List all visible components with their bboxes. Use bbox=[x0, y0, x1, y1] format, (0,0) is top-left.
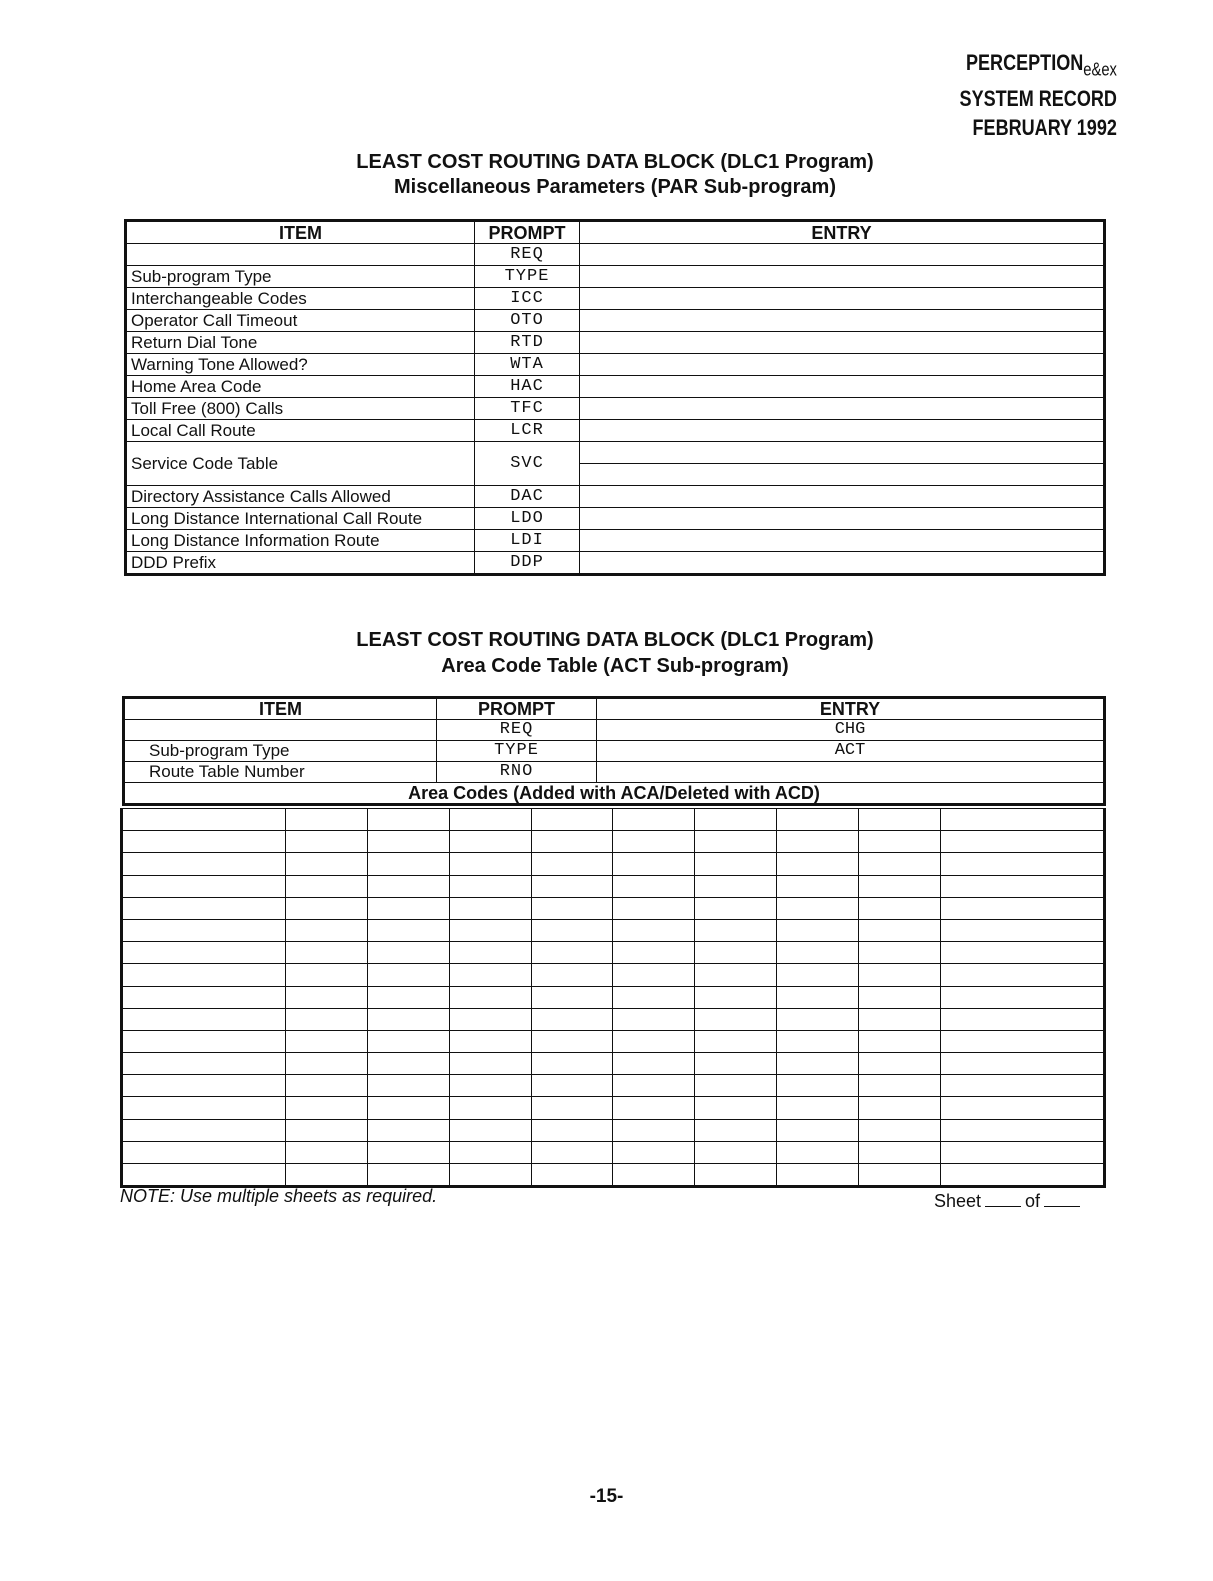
area-code-cell[interactable] bbox=[695, 1097, 777, 1119]
area-code-cell[interactable] bbox=[449, 942, 531, 964]
area-code-cell[interactable] bbox=[859, 875, 941, 897]
area-code-cell[interactable] bbox=[122, 1008, 286, 1030]
area-code-cell[interactable] bbox=[449, 875, 531, 897]
area-code-cell[interactable] bbox=[531, 875, 613, 897]
act-header-row bbox=[124, 698, 1105, 720]
area-code-grid-row bbox=[122, 831, 1105, 853]
act-item: Sub-program Type bbox=[124, 741, 437, 762]
par-item: Return Dial Tone bbox=[126, 332, 475, 354]
area-code-cell[interactable] bbox=[859, 897, 941, 919]
area-code-cell[interactable] bbox=[695, 831, 777, 853]
area-code-cell[interactable] bbox=[531, 964, 613, 986]
area-code-cell[interactable] bbox=[285, 1164, 367, 1187]
par-row-req bbox=[126, 244, 1105, 266]
par-col-entry: ENTRY bbox=[580, 221, 1105, 244]
area-code-cell[interactable] bbox=[777, 1119, 859, 1141]
par-prompt: ICC bbox=[475, 288, 580, 310]
area-code-cell[interactable] bbox=[941, 1008, 1105, 1030]
area-code-cell[interactable] bbox=[695, 1164, 777, 1187]
area-code-cell[interactable] bbox=[777, 919, 859, 941]
area-code-cell[interactable] bbox=[613, 986, 695, 1008]
par-row-type bbox=[126, 266, 1105, 288]
area-code-cell[interactable] bbox=[367, 1030, 449, 1052]
area-code-cell[interactable] bbox=[449, 1119, 531, 1141]
area-code-cell[interactable] bbox=[449, 1030, 531, 1052]
area-code-cell[interactable] bbox=[695, 986, 777, 1008]
area-code-cell[interactable] bbox=[941, 1119, 1105, 1141]
area-code-grid-row bbox=[122, 875, 1105, 897]
area-code-cell[interactable] bbox=[285, 1119, 367, 1141]
par-item: Toll Free (800) Calls bbox=[126, 398, 475, 420]
par-entry-field[interactable] bbox=[580, 508, 1105, 530]
section2-subtitle: Area Code Table (ACT Sub-program) bbox=[441, 655, 789, 677]
act-entry-field[interactable]: ACT bbox=[597, 741, 1105, 762]
area-code-cell[interactable] bbox=[613, 897, 695, 919]
area-code-cell[interactable] bbox=[449, 897, 531, 919]
area-code-cell[interactable] bbox=[859, 1119, 941, 1141]
area-code-cell[interactable] bbox=[367, 1097, 449, 1119]
area-code-cell[interactable] bbox=[695, 1141, 777, 1163]
area-code-cell[interactable] bbox=[777, 1030, 859, 1052]
area-code-cell[interactable] bbox=[449, 986, 531, 1008]
area-code-cell[interactable] bbox=[941, 1053, 1105, 1075]
act-entry-field[interactable] bbox=[597, 762, 1105, 783]
area-code-cell[interactable] bbox=[859, 1097, 941, 1119]
par-item: Long Distance International Call Route bbox=[126, 508, 475, 530]
par-item: Local Call Route bbox=[126, 420, 475, 442]
area-code-cell[interactable] bbox=[531, 1164, 613, 1187]
area-code-grid-row bbox=[122, 897, 1105, 919]
par-prompt: DAC bbox=[475, 486, 580, 508]
area-code-cell[interactable] bbox=[367, 1119, 449, 1141]
area-code-cell[interactable] bbox=[449, 1164, 531, 1187]
area-code-cell[interactable] bbox=[367, 1075, 449, 1097]
par-row-wta bbox=[126, 354, 1105, 376]
area-code-cell[interactable] bbox=[941, 964, 1105, 986]
area-code-cell[interactable] bbox=[449, 1008, 531, 1030]
area-code-cell[interactable] bbox=[695, 1075, 777, 1097]
area-code-cell[interactable] bbox=[613, 1119, 695, 1141]
area-code-cell[interactable] bbox=[531, 809, 613, 831]
area-code-cell[interactable] bbox=[367, 1164, 449, 1187]
section2-title: LEAST COST ROUTING DATA BLOCK (DLC1 Program) bbox=[356, 629, 874, 651]
par-row-lcr bbox=[126, 420, 1105, 442]
area-code-cell[interactable] bbox=[695, 1030, 777, 1052]
par-item: Directory Assistance Calls Allowed bbox=[126, 486, 475, 508]
area-code-cell[interactable] bbox=[859, 1053, 941, 1075]
area-code-cell[interactable] bbox=[695, 1119, 777, 1141]
area-code-cell[interactable] bbox=[367, 897, 449, 919]
area-code-cell[interactable] bbox=[531, 897, 613, 919]
sheet-counter bbox=[934, 1191, 1084, 1212]
area-code-cell[interactable] bbox=[613, 1053, 695, 1075]
area-code-cell[interactable] bbox=[941, 1164, 1105, 1187]
area-code-cell[interactable] bbox=[941, 942, 1105, 964]
par-prompt: WTA bbox=[475, 354, 580, 376]
area-code-cell[interactable] bbox=[531, 853, 613, 875]
par-entry-field[interactable] bbox=[580, 354, 1105, 376]
area-code-grid-row bbox=[122, 1053, 1105, 1075]
area-code-cell[interactable] bbox=[777, 831, 859, 853]
of-label: of bbox=[1025, 1191, 1041, 1211]
area-code-cell[interactable] bbox=[531, 1075, 613, 1097]
area-code-cell[interactable] bbox=[531, 1119, 613, 1141]
area-code-cell[interactable] bbox=[367, 1141, 449, 1163]
area-code-cell[interactable] bbox=[122, 942, 286, 964]
act-prompt: RNO bbox=[437, 762, 597, 783]
area-code-cell[interactable] bbox=[941, 853, 1105, 875]
area-code-cell[interactable] bbox=[859, 1008, 941, 1030]
area-code-cell[interactable] bbox=[367, 853, 449, 875]
area-code-cell[interactable] bbox=[449, 809, 531, 831]
area-code-cell[interactable] bbox=[285, 986, 367, 1008]
area-code-cell[interactable] bbox=[122, 875, 286, 897]
area-code-cell[interactable] bbox=[285, 1053, 367, 1075]
par-entry-field[interactable] bbox=[580, 420, 1105, 442]
area-code-grid-row bbox=[122, 1008, 1105, 1030]
par-prompt: OTO bbox=[475, 310, 580, 332]
area-code-cell[interactable] bbox=[285, 853, 367, 875]
act-area-codes-row bbox=[124, 783, 1105, 805]
area-code-grid-row bbox=[122, 964, 1105, 986]
area-code-cell[interactable] bbox=[122, 1164, 286, 1187]
area-code-cell[interactable] bbox=[777, 875, 859, 897]
par-item: Service Code Table bbox=[126, 442, 475, 486]
area-code-cell[interactable] bbox=[941, 1030, 1105, 1052]
document-header bbox=[960, 48, 1117, 142]
area-code-cell[interactable] bbox=[367, 942, 449, 964]
area-code-cell[interactable] bbox=[367, 875, 449, 897]
area-code-cell[interactable] bbox=[859, 831, 941, 853]
area-code-cell[interactable] bbox=[859, 942, 941, 964]
area-code-cell[interactable] bbox=[122, 897, 286, 919]
area-code-cell[interactable] bbox=[777, 964, 859, 986]
area-code-cell[interactable] bbox=[613, 1097, 695, 1119]
par-entry-field[interactable] bbox=[580, 486, 1105, 508]
par-entry-field[interactable] bbox=[580, 266, 1105, 288]
par-entry-field[interactable] bbox=[580, 464, 1105, 486]
area-code-cell[interactable] bbox=[859, 853, 941, 875]
par-entry-field[interactable] bbox=[580, 552, 1105, 575]
area-code-cell[interactable] bbox=[449, 853, 531, 875]
area-code-cell[interactable] bbox=[859, 919, 941, 941]
area-code-cell[interactable] bbox=[859, 986, 941, 1008]
area-code-cell[interactable] bbox=[449, 964, 531, 986]
par-prompt: TFC bbox=[475, 398, 580, 420]
par-item: Warning Tone Allowed? bbox=[126, 354, 475, 376]
par-entry-field[interactable] bbox=[580, 398, 1105, 420]
act-col-entry: ENTRY bbox=[597, 698, 1105, 720]
area-code-cell[interactable] bbox=[777, 897, 859, 919]
area-code-cell[interactable] bbox=[285, 875, 367, 897]
sheet-total-field[interactable] bbox=[1044, 1206, 1080, 1207]
area-code-cell[interactable] bbox=[285, 1141, 367, 1163]
par-row-icc bbox=[126, 288, 1105, 310]
par-col-prompt: PROMPT bbox=[475, 221, 580, 244]
area-code-cell[interactable] bbox=[941, 1097, 1105, 1119]
area-code-cell[interactable] bbox=[285, 964, 367, 986]
par-entry-field[interactable] bbox=[580, 376, 1105, 398]
area-code-cell[interactable] bbox=[859, 964, 941, 986]
area-code-cell[interactable] bbox=[613, 1141, 695, 1163]
act-prompt: TYPE bbox=[437, 741, 597, 762]
par-row-oto bbox=[126, 310, 1105, 332]
par-row-ldo bbox=[126, 508, 1105, 530]
footer-note: NOTE: Use multiple sheets as required. bbox=[120, 1186, 438, 1206]
area-code-grid bbox=[120, 808, 1106, 1188]
area-code-cell[interactable] bbox=[531, 986, 613, 1008]
area-code-cell[interactable] bbox=[367, 964, 449, 986]
area-code-cell[interactable] bbox=[531, 1141, 613, 1163]
par-row-dac bbox=[126, 486, 1105, 508]
area-code-cell[interactable] bbox=[531, 831, 613, 853]
area-code-cell[interactable] bbox=[695, 919, 777, 941]
area-code-cell[interactable] bbox=[695, 1008, 777, 1030]
header-product-suffix: e&ex bbox=[1083, 59, 1117, 80]
area-code-cell[interactable] bbox=[777, 853, 859, 875]
area-code-cell[interactable] bbox=[777, 1097, 859, 1119]
area-code-cell[interactable] bbox=[122, 919, 286, 941]
act-entry-field[interactable]: CHG bbox=[597, 720, 1105, 741]
sheet-number-field[interactable] bbox=[985, 1206, 1021, 1207]
area-code-cell[interactable] bbox=[367, 1008, 449, 1030]
area-code-cell[interactable] bbox=[613, 942, 695, 964]
area-code-cell[interactable] bbox=[777, 1008, 859, 1030]
area-code-cell[interactable] bbox=[941, 919, 1105, 941]
header-product: $PERCEPTION_{e\&ex}$ bbox=[966, 50, 1117, 80]
par-row-hac bbox=[126, 376, 1105, 398]
area-code-cell[interactable] bbox=[859, 1075, 941, 1097]
area-code-grid-row bbox=[122, 809, 1105, 831]
par-item bbox=[126, 244, 475, 266]
area-code-cell[interactable] bbox=[122, 853, 286, 875]
area-code-cell[interactable] bbox=[531, 1030, 613, 1052]
par-prompt: DDP bbox=[475, 552, 580, 575]
par-prompt: TYPE bbox=[475, 266, 580, 288]
section1-subtitle: Miscellaneous Parameters (PAR Sub-program) bbox=[394, 176, 836, 198]
area-code-cell[interactable] bbox=[285, 1075, 367, 1097]
par-prompt: LDI bbox=[475, 530, 580, 552]
area-code-grid-row bbox=[122, 986, 1105, 1008]
area-code-cell[interactable] bbox=[449, 1141, 531, 1163]
par-item: Sub-program Type bbox=[126, 266, 475, 288]
area-code-cell[interactable] bbox=[122, 1030, 286, 1052]
area-code-cell[interactable] bbox=[367, 831, 449, 853]
area-code-cell[interactable] bbox=[367, 809, 449, 831]
area-code-cell[interactable] bbox=[449, 1053, 531, 1075]
par-entry-field[interactable] bbox=[580, 332, 1105, 354]
section1-title: LEAST COST ROUTING DATA BLOCK (DLC1 Program) bbox=[356, 151, 874, 173]
area-code-cell[interactable] bbox=[695, 809, 777, 831]
area-code-cell[interactable] bbox=[777, 1075, 859, 1097]
area-code-grid-row bbox=[122, 1075, 1105, 1097]
act-row-req bbox=[124, 720, 1105, 741]
area-code-cell[interactable] bbox=[777, 1053, 859, 1075]
par-prompt: SVC bbox=[475, 442, 580, 486]
par-row-rtd bbox=[126, 332, 1105, 354]
sheet-label: Sheet bbox=[934, 1191, 982, 1211]
area-code-cell[interactable] bbox=[531, 919, 613, 941]
area-code-cell[interactable] bbox=[613, 809, 695, 831]
area-code-cell[interactable] bbox=[777, 1141, 859, 1163]
area-code-cell[interactable] bbox=[531, 1053, 613, 1075]
par-prompt: HAC bbox=[475, 376, 580, 398]
area-code-cell[interactable] bbox=[449, 1097, 531, 1119]
area-code-cell[interactable] bbox=[285, 942, 367, 964]
header-line3: FEBRUARY 1992 bbox=[972, 115, 1117, 141]
par-item: DDD Prefix bbox=[126, 552, 475, 575]
area-code-cell[interactable] bbox=[285, 1030, 367, 1052]
area-code-cell[interactable] bbox=[613, 831, 695, 853]
par-prompt: LCR bbox=[475, 420, 580, 442]
area-code-cell[interactable] bbox=[449, 919, 531, 941]
par-item: Interchangeable Codes bbox=[126, 288, 475, 310]
area-code-cell[interactable] bbox=[613, 964, 695, 986]
area-code-cell[interactable] bbox=[859, 1164, 941, 1187]
par-row-tfc bbox=[126, 398, 1105, 420]
area-code-cell[interactable] bbox=[122, 1141, 286, 1163]
area-code-cell[interactable] bbox=[531, 942, 613, 964]
area-code-cell[interactable] bbox=[941, 875, 1105, 897]
area-code-grid-row bbox=[122, 1119, 1105, 1141]
par-prompt: RTD bbox=[475, 332, 580, 354]
act-table bbox=[122, 696, 1106, 806]
area-code-cell[interactable] bbox=[777, 986, 859, 1008]
area-code-grid-row bbox=[122, 1097, 1105, 1119]
par-entry-field[interactable] bbox=[580, 288, 1105, 310]
area-code-cell[interactable] bbox=[777, 1164, 859, 1187]
act-col-prompt: PROMPT bbox=[437, 698, 597, 720]
area-code-cell[interactable] bbox=[122, 1075, 286, 1097]
par-entry-field[interactable] bbox=[580, 310, 1105, 332]
area-code-cell[interactable] bbox=[859, 1141, 941, 1163]
area-code-grid-row bbox=[122, 942, 1105, 964]
area-code-cell[interactable] bbox=[531, 1008, 613, 1030]
area-code-cell[interactable] bbox=[122, 1097, 286, 1119]
area-code-cell[interactable] bbox=[613, 1008, 695, 1030]
act-row-type bbox=[124, 741, 1105, 762]
area-codes-label: Area Codes (Added with ACA/Deleted with ACD) bbox=[124, 783, 1105, 805]
par-prompt: LDO bbox=[475, 508, 580, 530]
area-code-cell[interactable] bbox=[613, 1164, 695, 1187]
act-item: Route Table Number bbox=[124, 762, 437, 783]
area-code-grid-row bbox=[122, 853, 1105, 875]
par-row-svc-a bbox=[126, 442, 1105, 464]
par-entry-field[interactable] bbox=[580, 244, 1105, 266]
par-col-item: ITEM bbox=[126, 221, 475, 244]
area-code-cell[interactable] bbox=[859, 809, 941, 831]
area-code-cell[interactable] bbox=[367, 1053, 449, 1075]
par-entry-field[interactable] bbox=[580, 530, 1105, 552]
area-code-cell[interactable] bbox=[613, 1030, 695, 1052]
area-code-cell[interactable] bbox=[285, 1097, 367, 1119]
area-code-cell[interactable] bbox=[613, 919, 695, 941]
area-code-cell[interactable] bbox=[941, 1075, 1105, 1097]
area-code-cell[interactable] bbox=[777, 942, 859, 964]
area-code-grid-row bbox=[122, 1030, 1105, 1052]
act-col-item: ITEM bbox=[124, 698, 437, 720]
area-code-cell[interactable] bbox=[941, 897, 1105, 919]
area-code-cell[interactable] bbox=[285, 897, 367, 919]
area-code-cell[interactable] bbox=[449, 831, 531, 853]
par-item: Home Area Code bbox=[126, 376, 475, 398]
par-header-row bbox=[126, 221, 1105, 244]
area-code-cell[interactable] bbox=[449, 1075, 531, 1097]
act-item bbox=[124, 720, 437, 741]
page-number: -15- bbox=[589, 1486, 624, 1507]
area-code-cell[interactable] bbox=[613, 875, 695, 897]
par-item: Long Distance Information Route bbox=[126, 530, 475, 552]
area-code-cell[interactable] bbox=[285, 831, 367, 853]
area-code-cell[interactable] bbox=[695, 942, 777, 964]
area-code-cell[interactable] bbox=[613, 1075, 695, 1097]
area-code-grid-row bbox=[122, 919, 1105, 941]
area-code-cell[interactable] bbox=[122, 1119, 286, 1141]
area-code-cell[interactable] bbox=[941, 986, 1105, 1008]
area-code-cell[interactable] bbox=[531, 1097, 613, 1119]
area-code-cell[interactable] bbox=[122, 809, 286, 831]
area-code-cell[interactable] bbox=[695, 875, 777, 897]
area-code-cell[interactable] bbox=[695, 897, 777, 919]
par-entry-field[interactable] bbox=[580, 442, 1105, 464]
area-code-cell[interactable] bbox=[777, 809, 859, 831]
area-code-cell[interactable] bbox=[367, 919, 449, 941]
area-code-grid-row bbox=[122, 1141, 1105, 1163]
par-prompt: REQ bbox=[475, 244, 580, 266]
par-table bbox=[124, 219, 1106, 576]
area-code-cell[interactable] bbox=[285, 1008, 367, 1030]
area-code-cell[interactable] bbox=[122, 1053, 286, 1075]
area-code-cell[interactable] bbox=[941, 831, 1105, 853]
par-row-ldi bbox=[126, 530, 1105, 552]
header-line2: SYSTEM RECORD bbox=[959, 86, 1117, 112]
area-code-cell[interactable] bbox=[285, 809, 367, 831]
act-prompt: REQ bbox=[437, 720, 597, 741]
area-code-cell[interactable] bbox=[859, 1030, 941, 1052]
area-code-cell[interactable] bbox=[695, 1053, 777, 1075]
area-code-cell[interactable] bbox=[695, 964, 777, 986]
area-code-cell[interactable] bbox=[285, 919, 367, 941]
par-item: Operator Call Timeout bbox=[126, 310, 475, 332]
area-code-cell[interactable] bbox=[122, 986, 286, 1008]
area-code-cell[interactable] bbox=[941, 809, 1105, 831]
area-code-grid-row bbox=[122, 1164, 1105, 1187]
area-code-cell[interactable] bbox=[367, 986, 449, 1008]
par-row-ddp bbox=[126, 552, 1105, 575]
area-code-cell[interactable] bbox=[122, 831, 286, 853]
area-code-cell[interactable] bbox=[695, 853, 777, 875]
area-code-cell[interactable] bbox=[941, 1141, 1105, 1163]
act-row-rno bbox=[124, 762, 1105, 783]
area-code-cell[interactable] bbox=[613, 853, 695, 875]
area-code-cell[interactable] bbox=[122, 964, 286, 986]
